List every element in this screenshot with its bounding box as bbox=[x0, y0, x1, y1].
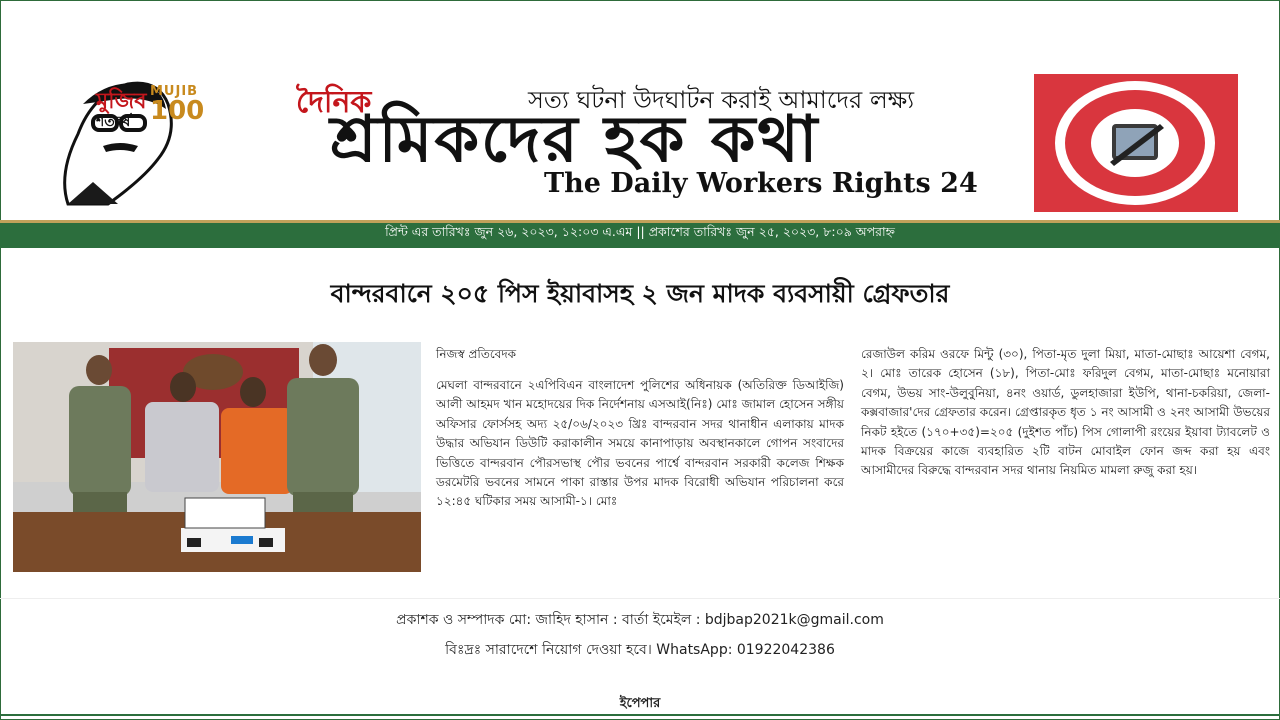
article-photo bbox=[13, 342, 421, 572]
mujib-logo-number: 100 bbox=[150, 96, 205, 126]
print-publish-dates: প্রিন্ট এর তারিখঃ জুন ২৬, ২০২৩, ১২:০৩ এ.এম || প্রকাশের তারিখঃ জুন ২৫, ২০২৩, ৮:০৯ অপরাহ্ন bbox=[385, 224, 895, 239]
newspaper-title: শ্রমিকদের হক কথা bbox=[330, 103, 820, 177]
article-byline: নিজস্ব প্রতিবেদক bbox=[436, 347, 517, 361]
newspaper-english-title: The Daily Workers Rights 24 bbox=[544, 168, 978, 199]
article-column-2: রেজাউল করিম ওরফে মিন্টু (৩০), পিতা-মৃত দুলা মিয়া, মাতা-মোছাঃ আয়েশা বেগম, ২। মোঃ তারেক হোসেন (১৮), পিতা-মোঃ ফরিদুল বেগম, মাতা-মোছাঃ মনোয়ারা বেগম, উভয় সাং-উলুবুনিয়া, ৪নং ওয়ার্ড, ডুলহাজারা ইউপি, থানা-চকরিয়া, জেলা-কক্সবাজার'দের গ্রেফতার করেন। গ্রেপ্তারকৃত ধৃত ১ নং আসামী ও ২নং আসামী উভয়ের নিকট হইতে (১৭০+৩৫)=২০৫ (দুইশত পাঁচ) পিস গোলাপী রংয়ের ইয়াবা ট্যাবলেট ও মাদক বিক্রয়ের কাজে ব্যবহারিত ২টি বাটন মোবাইল ফোন জব্দ করা হয় এবং আসামীদের বিরুদ্ধে বান্দরবান সদর থানায় নিয়মিত মামলা রুজু করা হয়। bbox=[861, 347, 1270, 478]
article-column-1: মেঘলা বান্দরবানে ২এপিবিএন বাংলাদেশ পুলিশের অধিনায়ক (অতিরিক্ত ডিআইজি) আলী আহমদ খান মহোদয়ের দিক নির্দেশনায় এসআই(নিঃ) মোঃ জামাল হোসেন সঙ্গীয় অফিসার ফোর্সসহ অদ্য ২৫/০৬/২০২৩ খ্রিঃ বান্দরবান সদর থানাধীন এলাকায় মাদক উদ্ধার অভিযান ডিউটি করাকালীন সময়ে কানাপাড়ায় অবস্থানকালে গোপন সংবাদের ভিত্তিতে বান্দরবান পৌরসভাস্থ পৌর ভবনের পার্শ্বে বান্দরবান সরকারী কলেজ শিক্ষক ডরমেটরি ভবনের সামনে পাকা রাস্তার উপর মাদক বিরোধী অভিযান পরিচালনা করে ১২:৪৫ ঘটিকার সময় আসামী-১। মোঃ bbox=[436, 378, 844, 509]
footer-divider bbox=[0, 598, 1280, 599]
epaper-link[interactable]: ইপেপার bbox=[619, 696, 661, 711]
article-headline: বান্দরবানে ২০৫ পিস ইয়াবাসহ ২ জন মাদক ব্যবসায়ী গ্রেফতার bbox=[330, 279, 950, 308]
tagline: সত্য ঘটনা উদঘাটন করাই আমাদের লক্ষ্য bbox=[528, 86, 915, 114]
footer-publisher-email: প্রকাশক ও সম্পাদক মো: জাহিদ হাসান : বার্তা ইমেইল : bdjbap2021k@gmail.com bbox=[396, 612, 884, 628]
footer-notice-whatsapp: বিঃদ্রঃ সারাদেশে নিয়োগ দেওয়া হবে। WhatsApp: 01922042386 bbox=[445, 642, 835, 658]
bottom-border bbox=[0, 714, 1280, 716]
masthead-header bbox=[0, 0, 1280, 220]
mujib-logo-english: MUJIB bbox=[150, 84, 199, 99]
emblem-pen-seal-icon bbox=[1052, 78, 1218, 208]
daily-label: দৈনিক bbox=[296, 85, 372, 120]
mujib-logo-subtitle: শতবর্ষ bbox=[96, 114, 131, 130]
mujib-logo-bangla: মুজিব bbox=[96, 89, 147, 114]
